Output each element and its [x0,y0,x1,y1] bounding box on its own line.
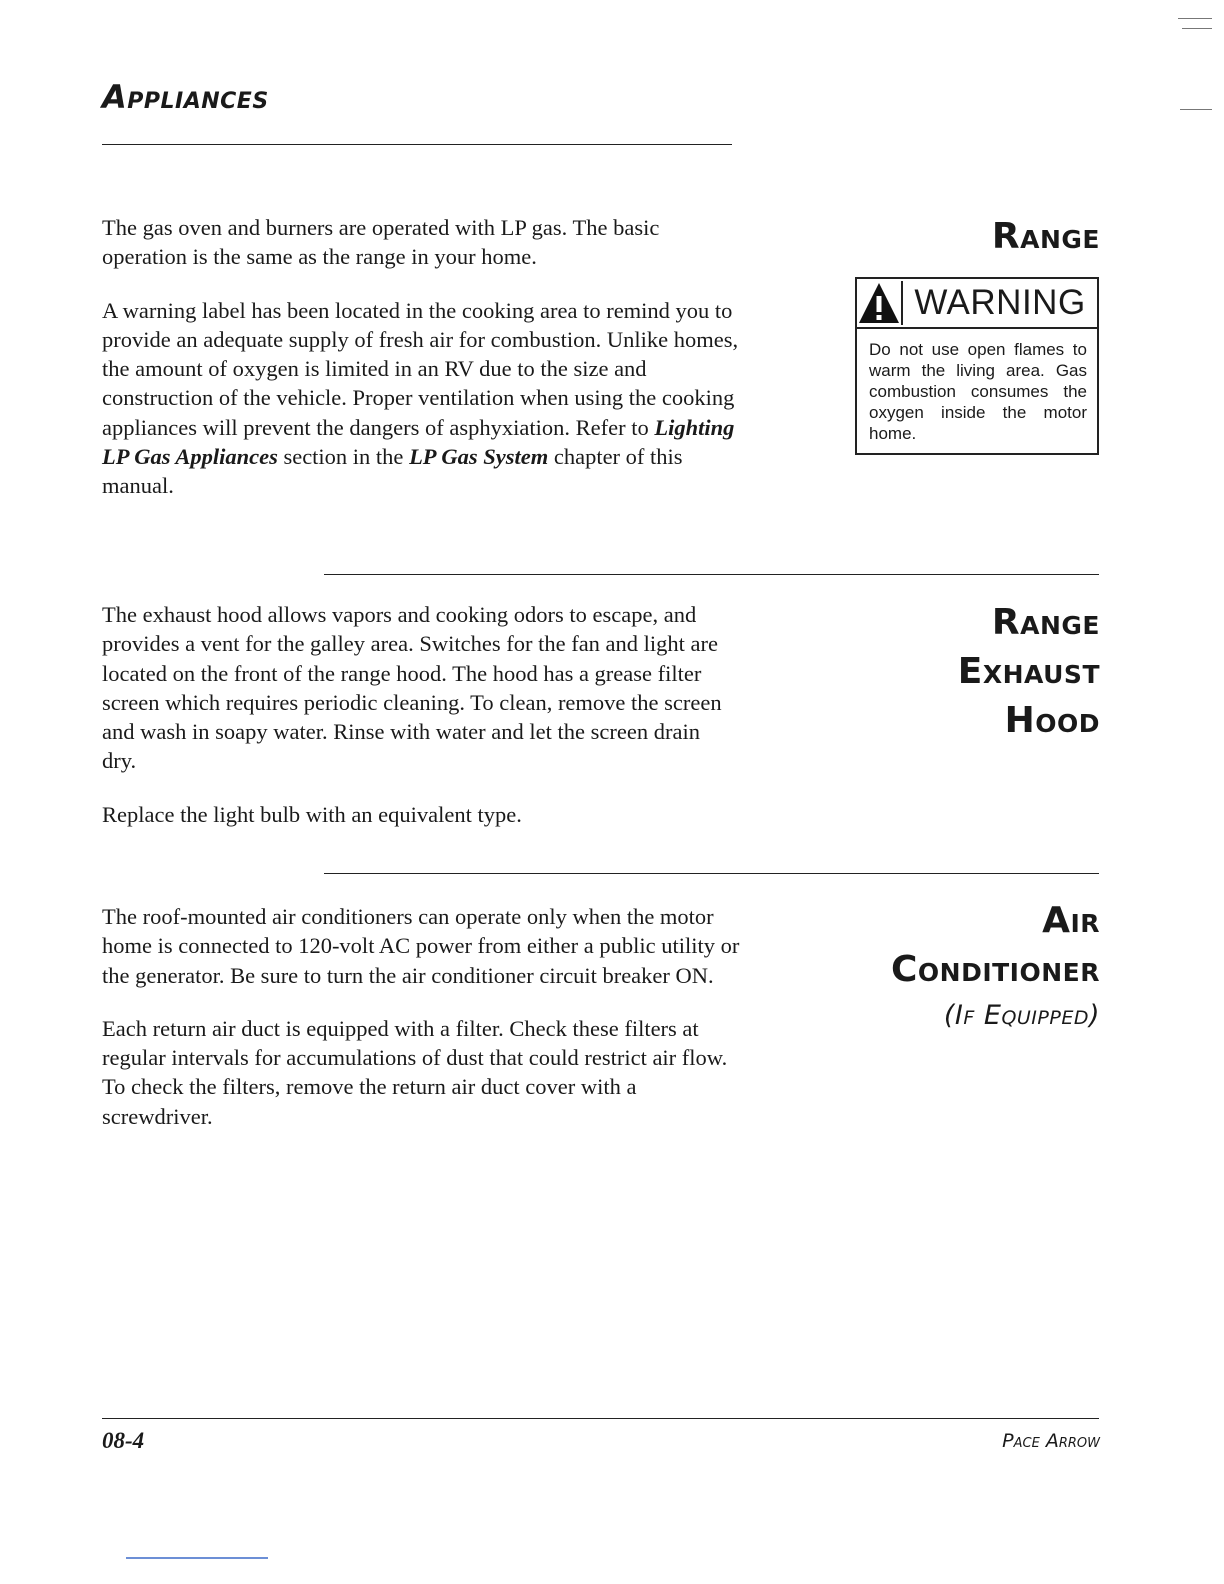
section-divider-1 [324,574,1099,575]
footer-rule [102,1418,1099,1419]
exhaust-hood-heading-line-2: Exhaust [957,651,1100,692]
air-conditioner-heading-line-1: Air [1042,900,1100,941]
exhaust-hood-heading [958,598,1100,745]
air-conditioner-heading-line-2: Conditioner [890,949,1100,990]
section-divider-2 [324,873,1099,874]
manual-name: Pace Arrow [1002,1430,1100,1452]
range-paragraph-2-text-b: section in the [277,444,410,470]
warning-word: WARNING [901,281,1097,325]
scan-mark-bottom [126,1557,268,1559]
range-paragraph-2 [102,296,742,501]
exhaust-hood-paragraph-2: Replace the light bulb with an equivalent type. [102,801,522,827]
warning-label [855,277,1099,455]
warning-header [857,279,1097,329]
exhaust-hood-paragraph-1: The exhaust hood allows vapors and cooking odors to escape, and provides a vent for the galley area. Switches for the fan and light are located on the front of the range hood. The hood has a grease filter screen which requires periodic cleaning. To clean, remove the screen and wash in soapy water. Rinse with water and let the screen drain dry. [102,602,722,774]
air-conditioner-subheading: (If Equipped) [943,1000,1100,1031]
warning-triangle-icon [857,279,901,325]
range-heading-text: Range [991,216,1100,257]
range-paragraph-1: The gas oven and burners are operated with LP gas. The basic operation is the same as the range in your home. [102,215,660,270]
range-heading [992,212,1100,261]
link-lp-gas-system: LP Gas System [409,444,549,470]
range-paragraph-2-text-c: chapter of this manual. [102,444,683,499]
scan-mark-top-right [1178,18,1212,19]
page-number: 08-4 [102,1428,145,1453]
exhaust-hood-heading-line-3: Hood [1004,700,1100,741]
warning-text: Do not use open flames to warm the living area. Gas combustion consumes the oxygen inside the motor home. [869,340,1087,443]
exhaust-hood-body [102,600,732,853]
range-body [102,213,742,525]
chapter-title: Appliances [102,78,269,116]
exhaust-hood-heading-line-1: Range [991,602,1100,643]
air-conditioner-paragraph-2: Each return air duct is equipped with a filter. Check these filters at regular intervals for accumulations of dust that could restrict air flow. To check the filters, remove the return air duct cover with a screwdriver. [102,1015,728,1129]
range-paragraph-2-text-a: A warning label has been located in the cooking area to remind you to provide an adequate supply of fresh air for combustion. Unlike homes, the amount of oxygen is limited in an RV due to the size and construction of the vehicle. Proper ventilation when using the cooking appliances will prevent the dangers of asphyxiation. Refer to [102,297,739,440]
air-conditioner-heading [891,896,1100,1038]
scan-mark-top-right-2 [1182,28,1212,29]
air-conditioner-body [102,902,742,1155]
air-conditioner-paragraph-1: The roof-mounted air conditioners can operate only when the motor home is connected to 120-volt AC power from either a public utility or the generator. Be sure to turn the air conditioner circuit breaker ON. [102,904,740,988]
link-lighting-lp-gas-appliances: Lighting LP Gas Appliances [102,414,735,470]
header-rule [102,144,732,145]
scan-mark-right [1180,109,1212,110]
